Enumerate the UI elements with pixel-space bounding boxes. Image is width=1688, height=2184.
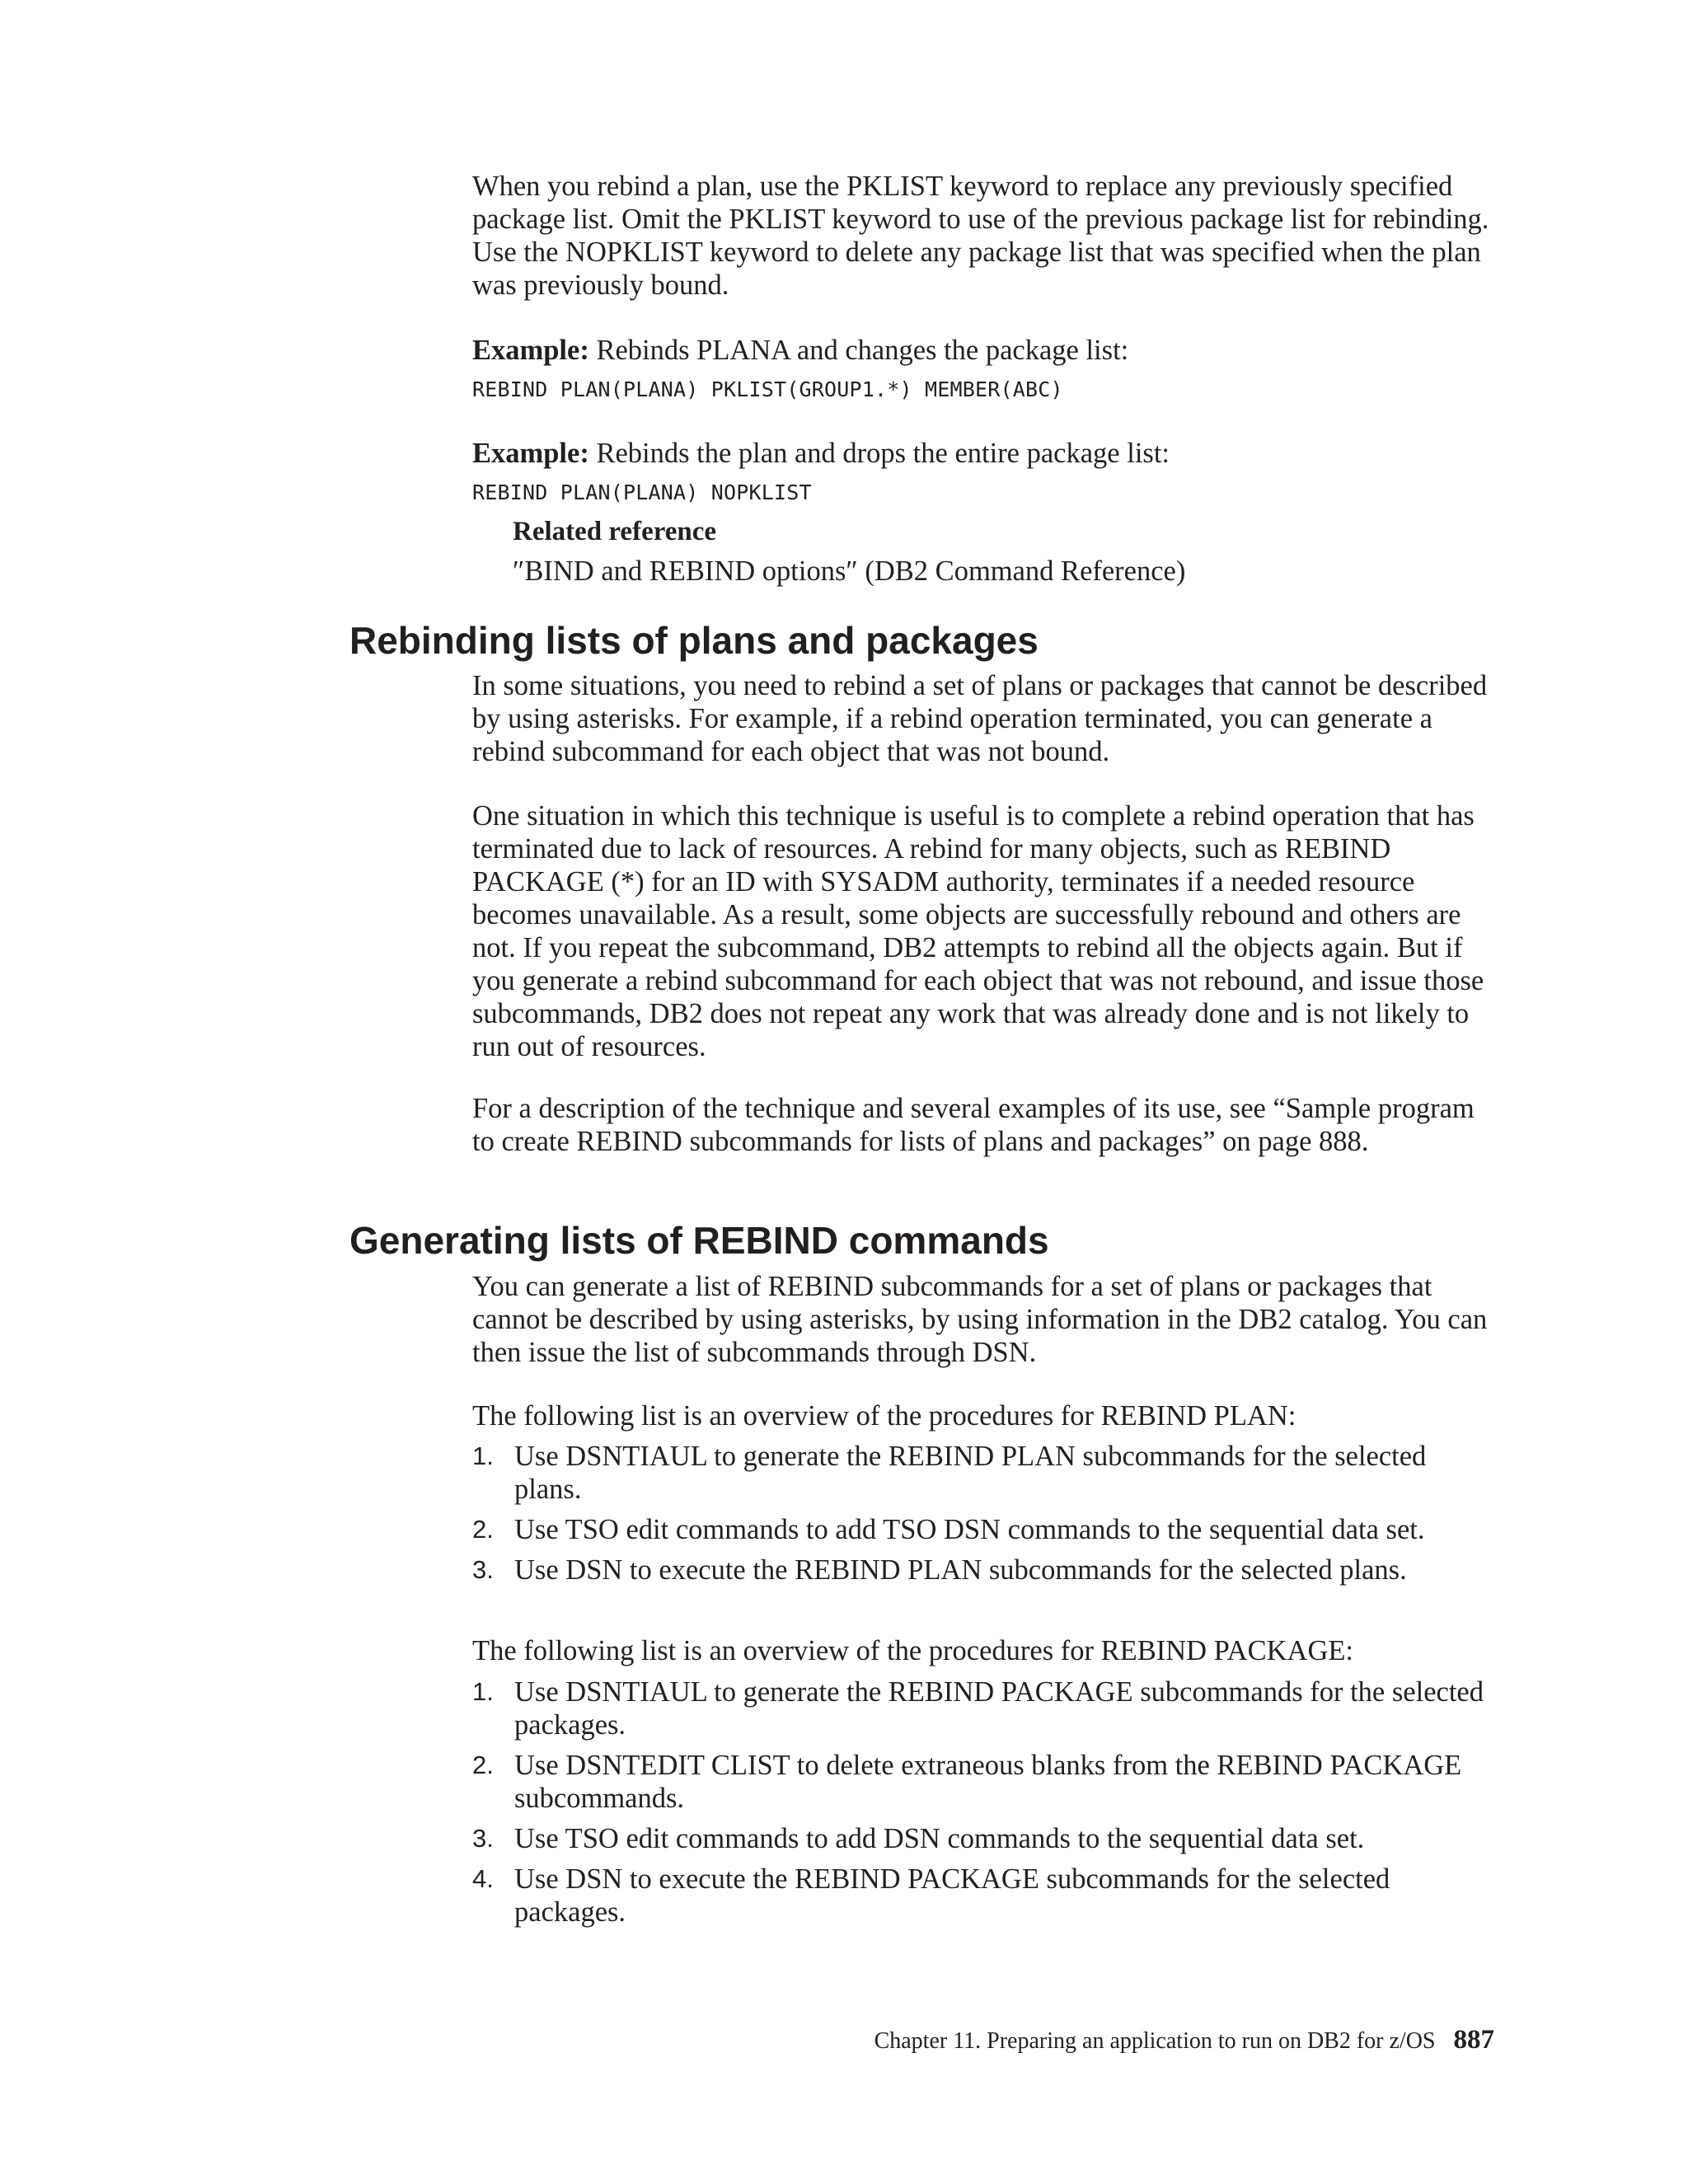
list-item-text: Use DSNTIAUL to generate the REBIND PLAN subcommands for the selected plans.	[514, 1441, 1427, 1505]
example-label: Example:	[472, 438, 589, 469]
plan-list-intro: The following list is an overview of the procedures for REBIND PLAN:	[472, 1400, 1296, 1432]
paragraph-text: For a description of the technique and several examples of its use, see	[472, 1093, 1273, 1124]
related-reference-link[interactable]: ″BIND and REBIND options″ (DB2 Command Reference)	[513, 555, 1186, 587]
list-item	[472, 1675, 1494, 1741]
example-1	[472, 334, 1494, 367]
related-reference-heading: Related reference	[513, 517, 717, 546]
code-example-1: REBIND PLAN(PLANA) PKLIST(GROUP1.*) MEMBER(ABC)	[472, 377, 1063, 401]
list-item-text: Use TSO edit commands to add TSO DSN commands to the sequential data set.	[514, 1514, 1425, 1545]
example-label: Example:	[472, 335, 589, 366]
list-number: 3.	[472, 1555, 494, 1584]
intro-paragraph: When you rebind a plan, use the PKLIST keyword to replace any previously specified package list. Omit the PKLIST keyword to use of the previous package list for rebinding. Use the NOPKLIST keyword to delete any package list that was specified when the plan was previously bound.	[472, 171, 1489, 301]
section1-paragraph-2: One situation in which this technique is useful is to complete a rebind operation that has terminated due to lack of resources. A rebind for many objects, such as REBIND PACKAGE (*) for an ID with SYSADM authority, terminates if a needed resource becomes unavailable. As a result, some objects are successfully rebound and others are not. If you repeat the subcommand, DB2 attempts to rebind all the objects again. But if you generate a rebind subcommand for each object that was not rebound, and issue those subcommands, DB2 does not repeat any work that was already done and is not likely to run out of resources.	[472, 800, 1484, 1062]
example-text: Rebinds the plan and drops the entire package list:	[588, 438, 1170, 469]
chapter-title: Chapter 11. Preparing an application to run on DB2 for z/OS	[874, 2028, 1436, 2054]
list-number: 2.	[472, 1750, 494, 1779]
list-item	[472, 1749, 1494, 1815]
rebind-plan-steps	[472, 1440, 1494, 1594]
list-number: 1.	[472, 1677, 494, 1706]
list-item-text: Use DSNTIAUL to generate the REBIND PACKAGE subcommands for the selected packages.	[514, 1676, 1484, 1741]
list-number: 2.	[472, 1515, 494, 1544]
list-item	[472, 1554, 1494, 1586]
section-heading-generating-lists: Generating lists of REBIND commands	[349, 1219, 1049, 1262]
section2-paragraph-1: You can generate a list of REBIND subcommands for a set of plans or packages that cannot be described by using asterisks, by using information in the DB2 catalog. You can then issue the list of subcommands through DSN.	[472, 1271, 1488, 1368]
page-number: 887	[1453, 2025, 1494, 2055]
section1-paragraph-1: In some situations, you need to rebind a set of plans or packages that cannot be described by using asterisks. For example, if a rebind operation terminated, you can generate a rebind subcommand for each object that was not bound.	[472, 670, 1488, 767]
cross-reference-link[interactable]: “Sample program to create REBIND subcommands for lists of plans and packages” on page 888	[472, 1093, 1475, 1157]
list-number: 1.	[472, 1441, 494, 1470]
list-item	[472, 1440, 1494, 1506]
list-item	[472, 1822, 1494, 1855]
list-number: 4.	[472, 1864, 494, 1893]
page-footer	[874, 2023, 1494, 2058]
package-list-intro: The following list is an overview of the procedures for REBIND PACKAGE:	[472, 1635, 1354, 1666]
list-item	[472, 1513, 1494, 1546]
code-example-2: REBIND PLAN(PLANA) NOPKLIST	[472, 480, 812, 504]
section-heading-rebinding-lists: Rebinding lists of plans and packages	[349, 619, 1039, 662]
list-item-text: Use DSN to execute the REBIND PACKAGE subcommands for the selected packages.	[514, 1863, 1390, 1928]
list-item	[472, 1863, 1494, 1929]
section1-paragraph-3	[472, 1092, 1494, 1158]
list-number: 3.	[472, 1824, 494, 1853]
example-2	[472, 437, 1494, 470]
list-item-text: Use TSO edit commands to add DSN commands to the sequential data set.	[514, 1823, 1365, 1854]
example-text: Rebinds PLANA and changes the package list:	[588, 335, 1129, 366]
list-item-text: Use DSN to execute the REBIND PLAN subcommands for the selected plans.	[514, 1554, 1407, 1586]
list-item-text: Use DSNTEDIT CLIST to delete extraneous blanks from the REBIND PACKAGE subcommands.	[514, 1750, 1462, 1814]
rebind-package-steps	[472, 1675, 1494, 1936]
paragraph-text: .	[1361, 1126, 1369, 1157]
